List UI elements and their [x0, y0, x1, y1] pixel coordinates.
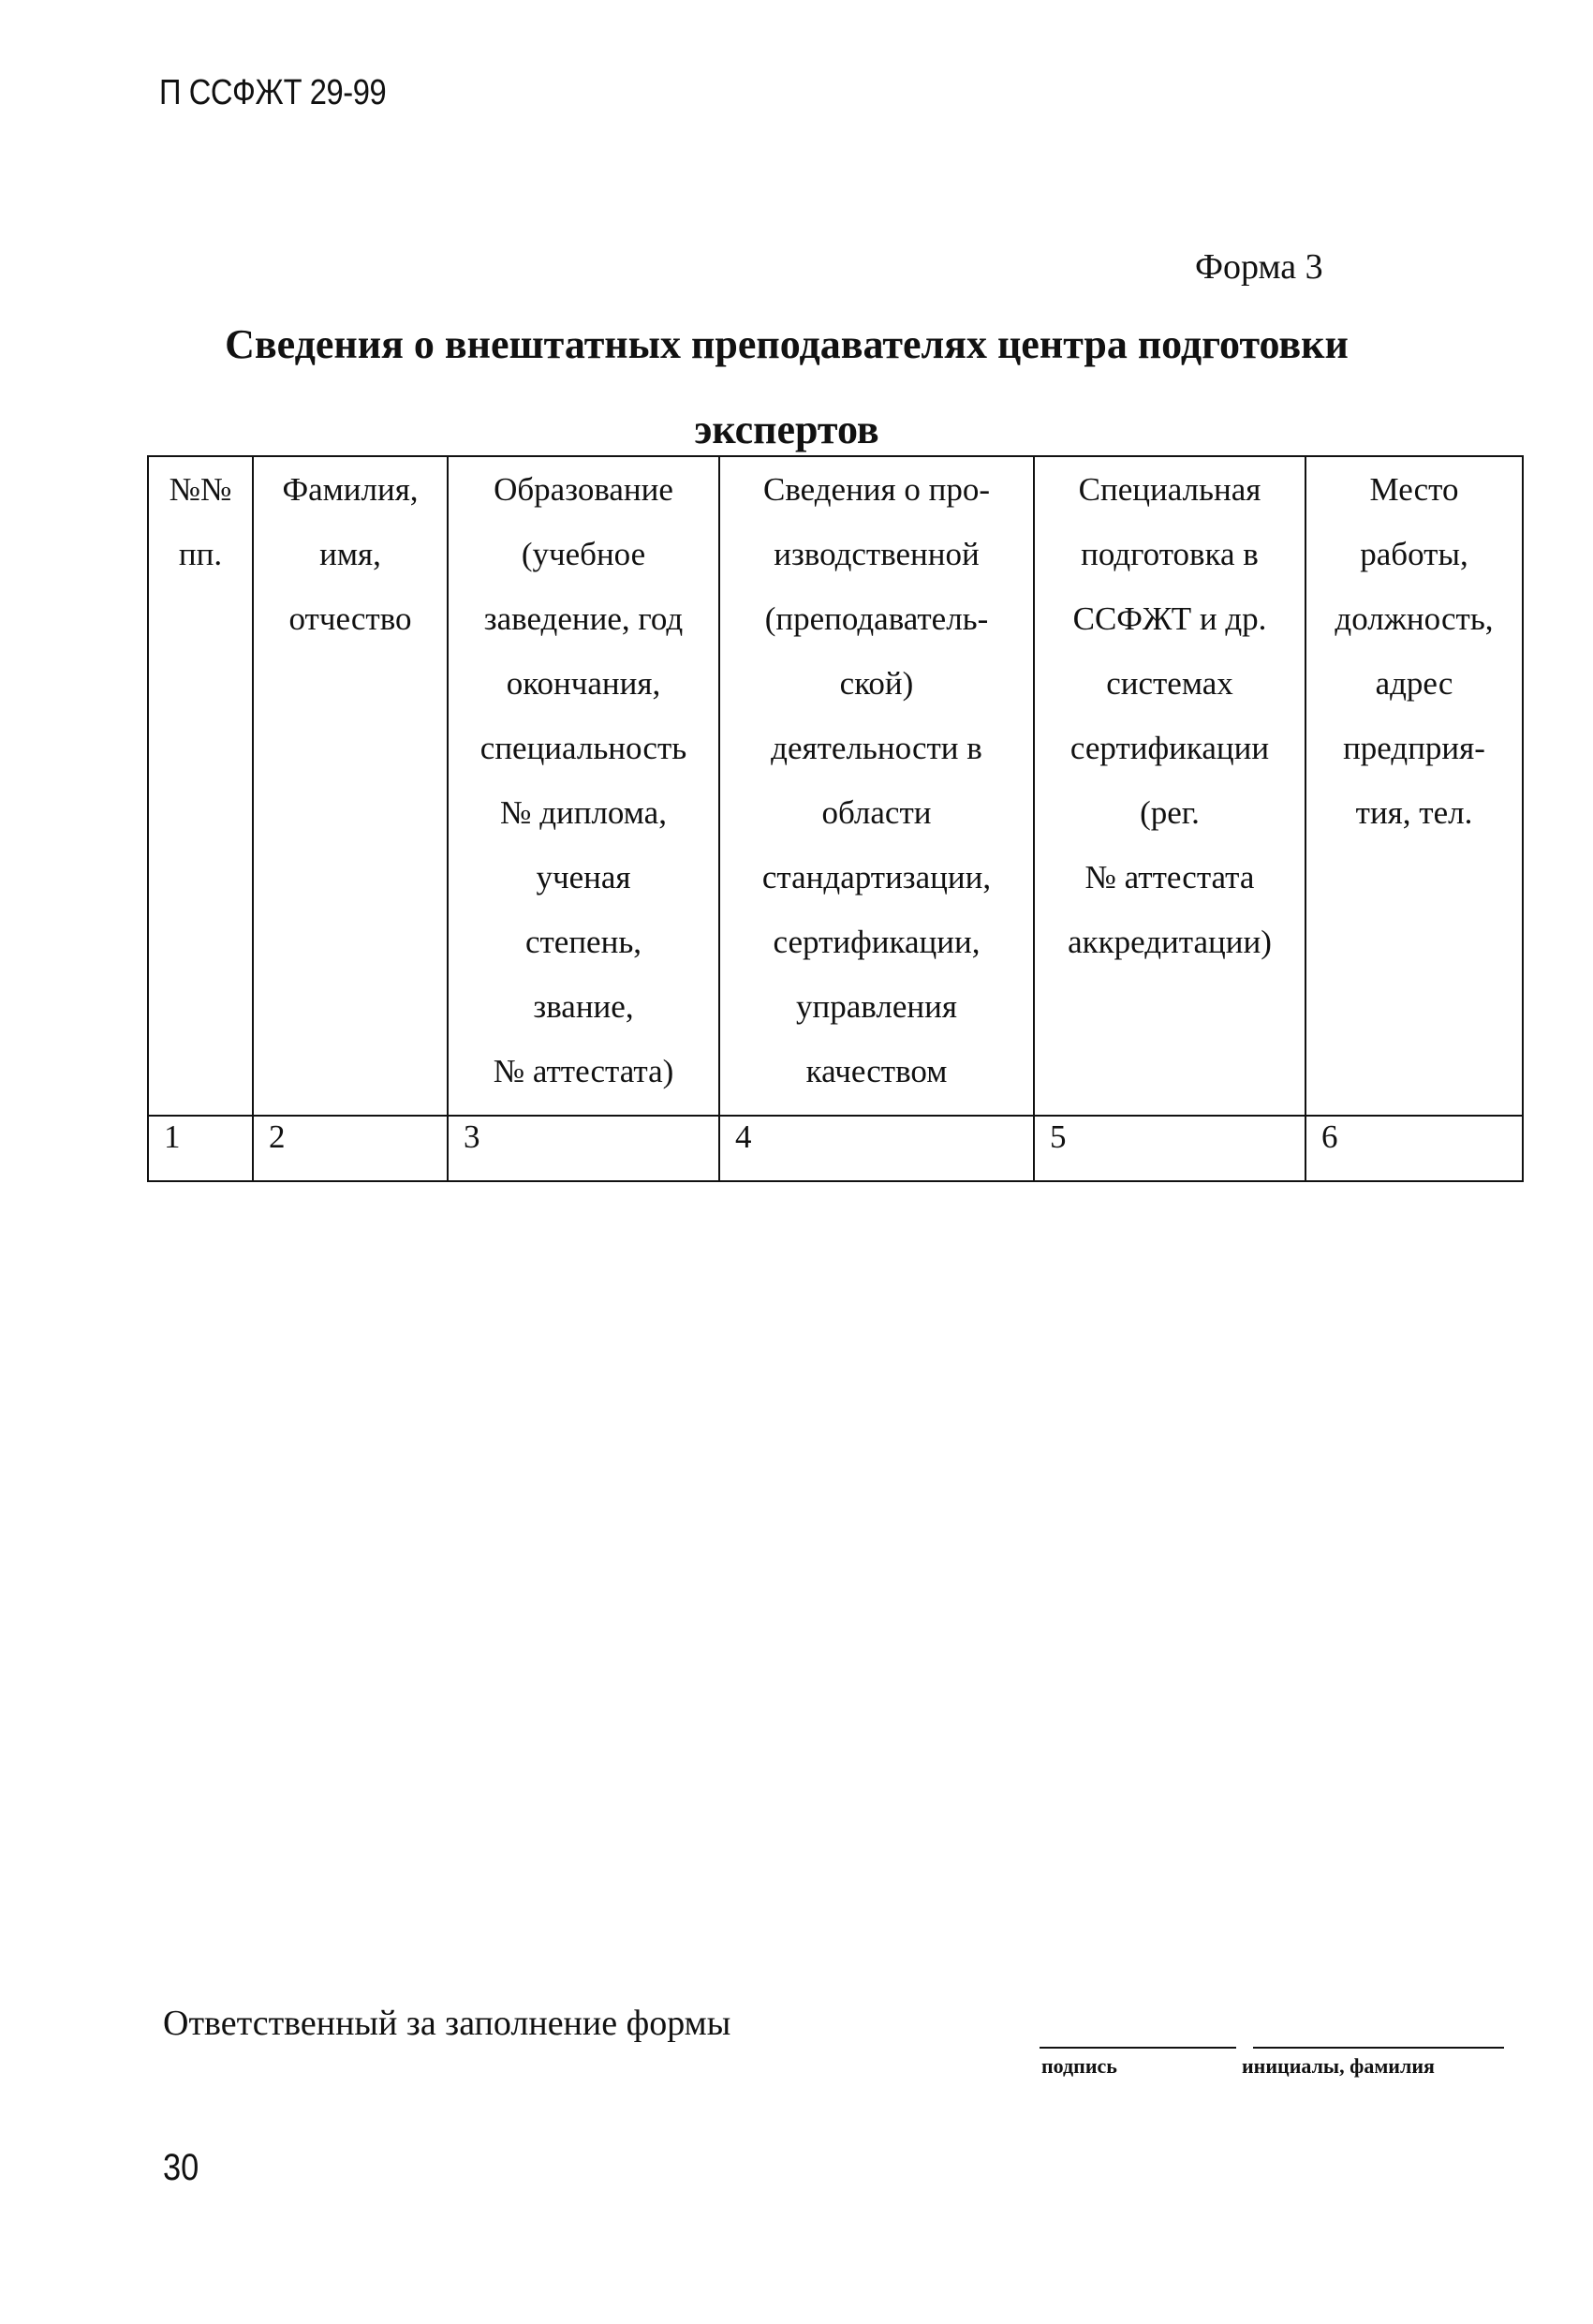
column-number-row	[148, 1116, 1523, 1181]
signature-line	[1040, 2047, 1236, 2049]
form-title-line: Сведения о внештатных преподавателях центра подготовки	[225, 321, 1349, 367]
form-title-line: экспертов	[694, 407, 879, 452]
name-line	[1253, 2047, 1504, 2049]
table-header-row	[148, 456, 1523, 1116]
name-caption: инициалы, фамилия	[1242, 2054, 1435, 2078]
experts-table	[147, 455, 1524, 1182]
column-header-special-training: Специальная подготовка в ССФЖТ и др. системах сертификации (рег. № аттестата аккредитации)	[1034, 456, 1305, 1116]
column-number: 3	[448, 1116, 719, 1181]
column-header-full-name: Фамилия, имя, отчество	[253, 456, 448, 1116]
column-number: 6	[1305, 1116, 1523, 1181]
column-number: 2	[253, 1116, 448, 1181]
column-header-number: №№ пп.	[148, 456, 253, 1116]
column-number: 1	[148, 1116, 253, 1181]
column-header-workplace: Место работы, должность, адрес предприя- тия, тел.	[1305, 456, 1523, 1116]
signature-caption: подпись	[1041, 2054, 1117, 2078]
column-header-experience: Сведения о про- изводственной (преподаватель- ской) деятельности в области стандартизации, сертификации, управления качеством	[719, 456, 1034, 1116]
column-number: 5	[1034, 1116, 1305, 1181]
form-label: Форма 3	[1195, 247, 1323, 287]
column-number: 4	[719, 1116, 1034, 1181]
responsible-label: Ответственный за заполнение формы	[163, 2004, 731, 2043]
document-code: П ССФЖТ 29-99	[159, 73, 387, 112]
form-title	[140, 302, 1433, 472]
column-header-education: Образование (учебное заведение, год окончания, специальность № диплома, ученая степень, звание, № аттестата)	[448, 456, 719, 1116]
page-number: 30	[163, 2147, 199, 2188]
